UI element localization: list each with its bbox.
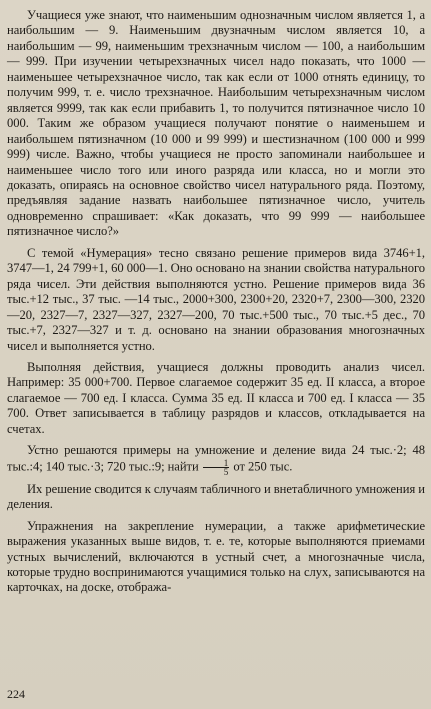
- fraction-denominator: 5: [223, 466, 229, 477]
- fraction: [203, 459, 229, 476]
- paragraph-text-after-fraction: от 250 тыс.: [233, 459, 293, 474]
- page-number: 224: [7, 687, 25, 701]
- paragraph-multiplication-division: [7, 443, 425, 475]
- paragraph-numeration-examples: С темой «Нумерация» тесно связано решение примеров вида 3746+1, 3747—1, 24 799+1, 60 000—1. Оно основано на знании свойства натурального ряда чисел. Эти действия выполняются устно. Решение примеров вида 36 тыс.+12 тыс., 37 тыс. —14 тыс., 2000+300, 2300+20, 2320+7, 2300—300, 2320—20, 2327—7, 2327—327, 2327—200, 70 тыс.+500 тыс., 70 тыс.+5 дес., 70 тыс.+7, 2327—327 и т. д. основано на знании образования многозначных чисел и выполняется устно.: [7, 245, 425, 353]
- paragraph-solution-note: Их решение сводится к случаям табличного и внетабличного умножения и деления.: [7, 481, 425, 512]
- paragraph-exercises: Упражнения на закрепление нумерации, а также арифметические выражения указанных выше видов, т. е. те, которые выполняются приемами устных вычислений, включаются в устный счет, а многозначные числа, которые трудно воспринимаются учащимися только на слух, записываются на карточках, на доске, отобража-: [7, 518, 425, 595]
- paragraph-number-bounds: Учащиеся уже знают, что наименьшим однозначным числом является 1, а наибольшим — 9. Наименьшим двузначным числом является 10, а наибольшим — 99, наименьшим трехзначным числом — 100, а наибольшим — 999. При изучении четырехзначных чисел надо показать, что 1000 — наименьшее четырехзначное число, так как если от 1000 отнять единицу, то получим 999, т. е. число трехзначное. Наибольшим четырехзначным числом является 9999, так как если прибавить 1, то получится пятизначное число 10 000. Таким же образом учащиеся получают понятие о наименьшем и наибольшем пятизначном (10 000 и 99 999) и шестизначном (100 000 и 999 999) числе. Важно, чтобы учащиеся не просто запоминали наибольшее и наименьшее число того или иного разряда или класса, но и могли это доказать, опираясь на основное свойство чисел натурального ряда. Поэтому, предъявляя задание назвать наибольшее пятизначное число, учитель одновременно спрашивает: «Как доказать, что 99 999 — наибольшее пятизначное число?»: [7, 8, 425, 239]
- paragraph-text-before-fraction: Устно решаются примеры на умножение и деление вида 24 тыс.·2; 48 тыс.:4; 140 тыс.·3; 720 тыс.:9; найти: [7, 443, 425, 474]
- paragraph-number-analysis: Выполняя действия, учащиеся должны проводить анализ чисел. Например: 35 000+700. Первое слагаемое содержит 35 ед. II класса, а второе слагаемое — 700 ед. I класса. Сумма 35 ед. II класса и 700 ед. I класса — 35 700. Ответ записывается в таблицу разрядов и классов, откладывается на счетах.: [7, 359, 425, 436]
- fraction-numerator: 1: [203, 459, 229, 468]
